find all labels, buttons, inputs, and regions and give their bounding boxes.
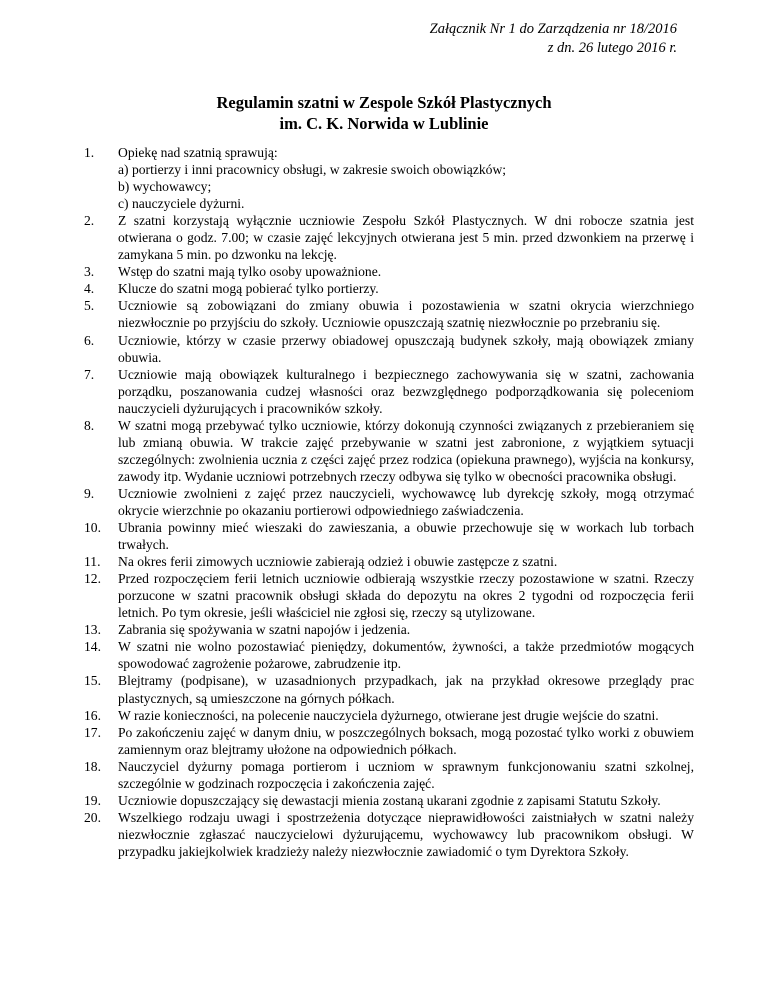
rule-item: [84, 280, 694, 297]
rule-item: [84, 638, 694, 672]
rule-text: Przed rozpoczęciem ferii letnich uczniowie odbierają wszystkie rzeczy pozostawione w szatni. Rzeczy porzucone w szatni pracownik obsługi składa do depozytu na okres 2 tygodni od rozpoczęcia ferii letnich. Po tym okresie, jeśli właściciel nie zgłosi się, rzeczy są utylizowane.: [118, 571, 694, 621]
rule-text: Na okres ferii zimowych uczniowie zabierają odzież i obuwie zastępcze z szatni.: [118, 554, 558, 570]
rule-number: 3.: [84, 264, 95, 280]
rule-item: [84, 212, 694, 263]
document-title: [0, 92, 768, 134]
rule-text: Wszelkiego rodzaju uwagi i spostrzeżenia dotyczące nieprawidłowości zaistniałych w szatni należy niezwłocznie zgłaszać nauczycielowi dyżurującemu, wychowawcy lub pracownikom obsługi. W przypadku jakiejkolwiek kradzieży należy niezwłocznie zawiadomić o tym Dyrektora Szkoły.: [118, 809, 694, 859]
rule-text: Po zakończeniu zajęć w danym dniu, w poszczególnych boksach, mogą pozostać tylko worki z obuwiem zamiennym oraz blejtramy ułożone na odpowiednich półkach.: [118, 724, 694, 757]
rule-text: Wstęp do szatni mają tylko osoby upoważnione.: [118, 264, 382, 280]
rule-subpoint: b) wychowawcy;: [118, 179, 212, 195]
rule-item: [84, 417, 694, 485]
rule-number: 5.: [84, 298, 95, 314]
rule-item: [84, 553, 694, 570]
rule-text: Uczniowie, którzy w czasie przerwy obiadowej opuszczają budynek szkoły, mają obowiązek zmiany obuwia.: [118, 332, 694, 365]
rule-text-block: [118, 672, 694, 706]
rule-number: 10.: [84, 520, 101, 536]
rule-text-block: [118, 280, 694, 297]
rule-text-block: [118, 417, 694, 485]
rule-number: 7.: [84, 366, 95, 382]
rule-item: [84, 144, 694, 212]
rule-text-block: [118, 519, 694, 553]
rule-text-block: [118, 144, 694, 212]
rule-item: [84, 263, 694, 280]
rule-item: [84, 724, 694, 758]
rule-text-block: [118, 332, 694, 366]
rule-number: 6.: [84, 332, 95, 348]
rule-text: Uczniowie są zobowiązani do zmiany obuwia i pozostawienia w szatni okrycia wierzchniego niezwłocznie po przyjściu do szkoły. Uczniowie opuszczają szatnię niezwłocznie po przebraniu się.: [118, 298, 694, 331]
rule-item: [84, 519, 694, 553]
rule-item: [84, 485, 694, 519]
rule-text: Ubrania powinny mieć wieszaki do zawieszania, a obuwie przechowuje się w workach lub torbach trwałych.: [118, 520, 694, 553]
rule-text-block: [118, 638, 694, 672]
rule-item: [84, 758, 694, 792]
rule-number: 11.: [84, 554, 101, 570]
rule-number: 17.: [84, 724, 101, 740]
rule-text: Uczniowie mają obowiązek kulturalnego i bezpiecznego zachowywania się w szatni, zachowania porządku, poszanowania cudzej własności oraz bezwzględnego podporządkowania się poleceniom nauczycieli dyżurujących i pracowników szkoły.: [118, 366, 694, 416]
rule-item: [84, 809, 694, 860]
rule-text: Uczniowie zwolnieni z zajęć przez nauczycieli, wychowawcę lub dyrekcję szkoły, mogą otrzymać okrycie wierzchnie po okazaniu portierowi odpowiedniego zaświadczenia.: [118, 485, 694, 518]
rule-item: [84, 707, 694, 724]
annex-line-2: z dn. 26 lutego 2016 r.: [547, 40, 677, 56]
rule-text-block: [118, 263, 694, 280]
rule-text-block: [118, 485, 694, 519]
rule-text: W szatni nie wolno pozostawiać pieniędzy, dokumentów, żywności, a także przedmiotów mogących spowodować zagrożenie pożarowe, zabrudzenie itp.: [118, 639, 694, 672]
rule-text-block: [118, 297, 694, 331]
annex-reference: [430, 20, 677, 58]
rule-number: 8.: [84, 417, 95, 433]
rule-text-block: [118, 809, 694, 860]
rule-text-block: [118, 553, 694, 570]
rule-number: 20.: [84, 809, 101, 825]
rule-subpoint: c) nauczyciele dyżurni.: [118, 196, 245, 212]
rule-text-block: [118, 792, 694, 809]
rule-text-block: [118, 707, 694, 724]
rule-text-block: [118, 758, 694, 792]
title-line-1: Regulamin szatni w Zespole Szkół Plastycznych: [216, 93, 552, 112]
rule-number: 14.: [84, 639, 101, 655]
rule-text: W szatni mogą przebywać tylko uczniowie, którzy dokonują czynności związanych z przebieraniem się lub zmianą obuwia. W trakcie zajęć przebywanie w szatni jest zabronione, z wyjątkiem sytuacji szczególnych: zwolnienia ucznia z części zajęć przez rodzica (opiekuna prawnego), wyjścia na konkursy, zawody itp. Wydanie uczniowi potrzebnych rzeczy odbywa się tylko w obecności pracownika obsługi.: [118, 417, 694, 484]
rule-text: Opiekę nad szatnią sprawują:: [118, 145, 278, 160]
rule-text-block: [118, 621, 694, 638]
rule-item: [84, 570, 694, 621]
rule-item: [84, 792, 694, 809]
rule-item: [84, 297, 694, 331]
rule-number: 16.: [84, 707, 101, 723]
rule-text: Blejtramy (podpisane), w uzasadnionych przypadkach, jak na przykład okresowe przeglądy prac plastycznych, są umieszczone na górnych półkach.: [118, 673, 694, 706]
rule-number: 18.: [84, 758, 101, 774]
rule-number: 4.: [84, 281, 95, 297]
rule-text-block: [118, 724, 694, 758]
rule-text: Zabrania się spożywania w szatni napojów i jedzenia.: [118, 622, 411, 638]
rule-text-block: [118, 212, 694, 263]
rule-item: [84, 332, 694, 366]
rule-text-block: [118, 366, 694, 417]
rule-text: Z szatni korzystają wyłącznie uczniowie Zespołu Szkół Plastycznych. W dni robocze szatnia jest otwierana o godz. 7.00; w czasie zajęć lekcyjnych otwierana jest 5 min. przed dzwonkiem na przerwę i zamykana 5 min. po dzwonku na lekcję.: [118, 213, 694, 263]
rule-number: 9.: [84, 485, 95, 501]
rule-text: Nauczyciel dyżurny pomaga portierom i uczniom w sprawnym funkcjonowaniu szatni szkolnej, szczególnie w godzinach rozpoczęcia i zakończenia zajęć.: [118, 758, 694, 791]
rules-list: [84, 144, 694, 860]
rule-text: Uczniowie dopuszczający się dewastacji mienia zostaną ukarani zgodnie z zapisami Statutu Szkoły.: [118, 792, 661, 808]
rule-text: Klucze do szatni mogą pobierać tylko portierzy.: [118, 281, 379, 297]
rule-item: [84, 621, 694, 638]
rule-item: [84, 366, 694, 417]
rule-number: 1.: [84, 145, 95, 160]
rule-subpoint: a) portierzy i inni pracownicy obsługi, w zakresie swoich obowiązków;: [118, 162, 507, 178]
rule-number: 15.: [84, 673, 101, 689]
title-line-2: im. C. K. Norwida w Lublinie: [279, 114, 489, 133]
annex-line-1: Załącznik Nr 1 do Zarządzenia nr 18/2016: [429, 21, 677, 37]
rule-number: 12.: [84, 571, 101, 587]
rule-number: 19.: [84, 792, 101, 808]
rule-text-block: [118, 570, 694, 621]
rule-number: 2.: [84, 213, 95, 229]
rule-text: W razie konieczności, na polecenie nauczyciela dyżurnego, otwierane jest drugie wejście do szatni.: [118, 707, 659, 723]
rule-number: 13.: [84, 622, 101, 638]
rule-item: [84, 672, 694, 706]
